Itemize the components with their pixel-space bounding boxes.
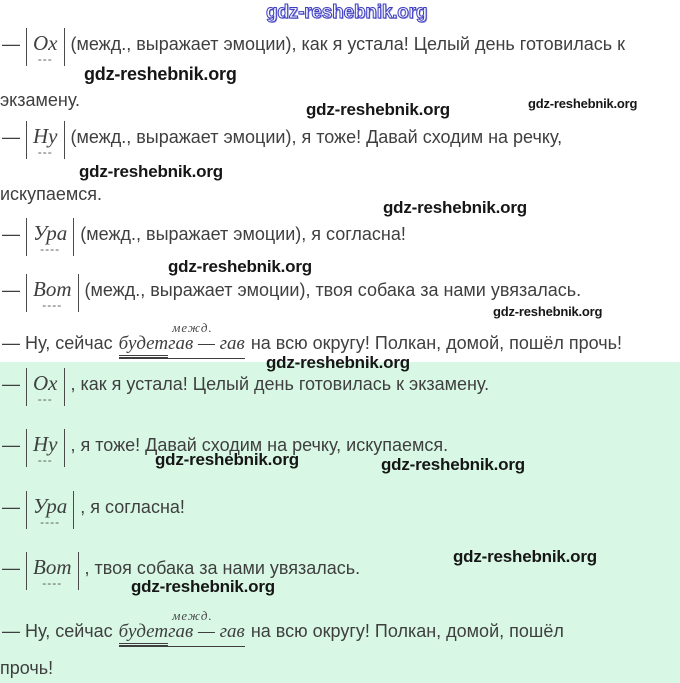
- dialogue-line: [2, 552, 360, 590]
- watermark: gdz-reshebnik.org: [453, 547, 597, 566]
- dialogue-line: [2, 121, 562, 159]
- line-text: (межд., выражает эмоции), я тоже! Давай сходим на речку,: [70, 127, 563, 147]
- line-text: искупаемся.: [0, 184, 103, 204]
- watermark: gdz-reshebnik.org: [131, 577, 275, 596]
- line-text: , как я устала! Целый день готовилась к экзамену.: [70, 374, 490, 394]
- line-text: (межд., выражает эмоции), как я устала! Целый день готовилась к: [70, 34, 625, 54]
- interjection-word: Ох: [33, 31, 58, 55]
- interjection-word: Вот: [33, 277, 72, 301]
- interjection-underline-marks: ----: [40, 515, 61, 529]
- interjection-box: [26, 218, 74, 256]
- line-text: (межд., выражает эмоции), твоя собака за нами увязалась.: [84, 280, 582, 300]
- interjection-box: [26, 28, 65, 66]
- interjection-box: [26, 121, 65, 159]
- line-text: , я согласна!: [80, 497, 185, 517]
- em-dash: —: [2, 224, 20, 244]
- interjection-underline-marks: ---: [37, 145, 53, 159]
- watermark: gdz-reshebnik.org: [168, 257, 312, 276]
- watermark: gdz-reshebnik.org: [381, 455, 525, 474]
- watermark: gdz-reshebnik.org: [84, 64, 237, 84]
- interjection-box: [26, 274, 79, 312]
- interjection-box: [26, 552, 79, 590]
- line-text: — Ну, сейчас: [2, 333, 113, 353]
- dialogue-line-final: [2, 608, 564, 647]
- predicate-verb: будет: [119, 333, 168, 358]
- line-text: экзамену.: [0, 90, 81, 110]
- watermark-logo: gdz-reshebnik.org: [266, 2, 428, 23]
- interjection-label: межд.: [172, 320, 213, 335]
- em-dash: —: [2, 127, 20, 147]
- dialogue-line-wrap: [0, 84, 80, 111]
- predicate-verb: будет: [119, 621, 168, 646]
- interjection-box: [26, 368, 65, 406]
- watermark: gdz-reshebnik.org: [266, 353, 410, 372]
- predicate-underline-group: [118, 608, 245, 647]
- watermark: gdz-reshebnik.org: [528, 96, 638, 111]
- dialogue-line: [2, 28, 625, 66]
- interjection-word: Ну: [33, 124, 58, 148]
- dialogue-line: [2, 218, 406, 256]
- line-text: (межд., выражает эмоции), я согласна!: [80, 224, 406, 244]
- dialogue-line: [2, 429, 448, 467]
- watermark: gdz-reshebnik.org: [79, 162, 223, 181]
- em-dash: —: [2, 435, 20, 455]
- interjection-underline-marks: ----: [42, 298, 63, 312]
- em-dash: —: [2, 280, 20, 300]
- em-dash: —: [2, 34, 20, 54]
- onomatopoeia-text: гав — гав: [168, 333, 245, 354]
- interjection-underline-marks: ----: [42, 576, 63, 590]
- interjection-word: Ох: [33, 371, 58, 395]
- line-text: — Ну, сейчас: [2, 621, 113, 641]
- em-dash: —: [2, 497, 20, 517]
- dialogue-line: [2, 491, 185, 529]
- interjection-label: межд.: [172, 608, 213, 623]
- interjection-word: Ну: [33, 432, 58, 456]
- predicate-underline-group: [118, 320, 245, 359]
- dialogue-line-wrap: [0, 178, 102, 205]
- watermark: gdz-reshebnik.org: [493, 304, 603, 319]
- interjection-box: [26, 429, 65, 467]
- line-text: на всю округу! Полкан, домой, пошёл прочь!: [250, 333, 622, 353]
- line-text: на всю округу! Полкан, домой, пошёл: [250, 621, 564, 641]
- interjection-word: Ура: [33, 221, 68, 245]
- interjection-underline-marks: ----: [40, 242, 61, 256]
- watermark: gdz-reshebnik.org: [306, 100, 450, 119]
- watermark: gdz-reshebnik.org: [383, 198, 527, 217]
- onomatopoeia-wrap: [168, 320, 245, 355]
- watermark: gdz-reshebnik.org: [155, 450, 299, 469]
- dialogue-line: [2, 368, 489, 406]
- interjection-word: Вот: [33, 555, 72, 579]
- line-text: , я тоже! Давай сходим на речку, искупаемся.: [70, 435, 449, 455]
- onomatopoeia-text: гав — гав: [168, 621, 245, 642]
- interjection-underline-marks: ---: [37, 453, 53, 467]
- onomatopoeia-wrap: [168, 608, 245, 643]
- em-dash: —: [2, 558, 20, 578]
- em-dash: —: [2, 374, 20, 394]
- line-text: , твоя собака за нами увязалась.: [84, 558, 361, 578]
- dialogue-line: [2, 274, 581, 312]
- dialogue-line-final: [2, 320, 622, 359]
- interjection-underline-marks: ---: [37, 52, 53, 66]
- interjection-word: Ура: [33, 494, 68, 518]
- interjection-box: [26, 491, 74, 529]
- interjection-underline-marks: ---: [37, 392, 53, 406]
- line-text: прочь!: [0, 658, 54, 678]
- dialogue-line-wrap: [0, 652, 53, 679]
